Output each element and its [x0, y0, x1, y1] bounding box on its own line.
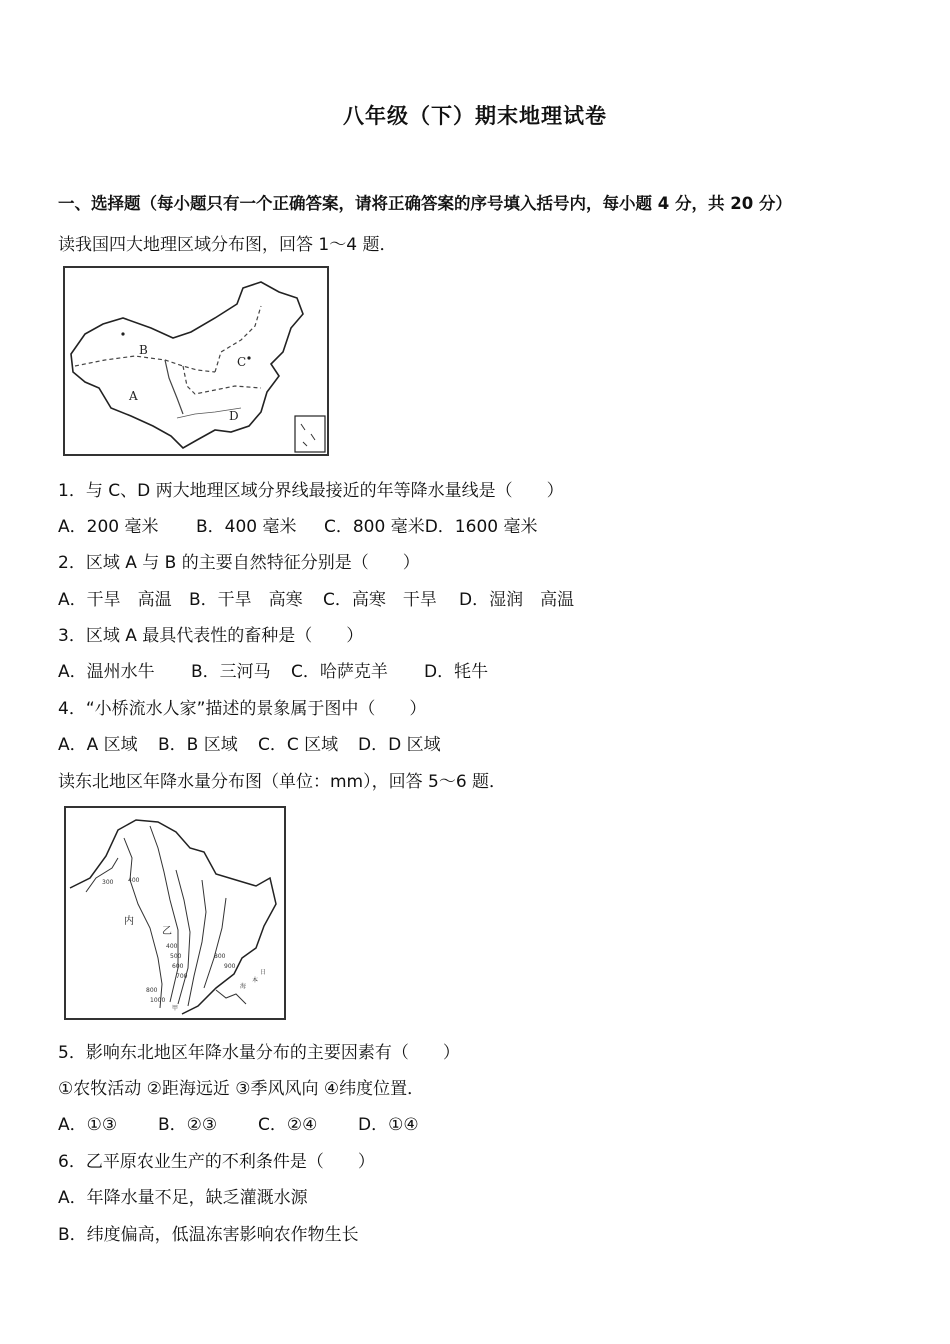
- map2-label-400a: 400: [128, 877, 140, 884]
- q4-option-a[interactable]: A．A 区域: [58, 735, 138, 755]
- q6-stem: 6．乙平原农业生产的不利条件是（ ）: [58, 1152, 375, 1172]
- map2-label-400b: 400: [166, 943, 178, 950]
- region-boundary-a: [165, 360, 183, 414]
- q3-option-a[interactable]: A．温州水牛: [58, 662, 155, 682]
- q6-option-b[interactable]: B．纬度偏高，低温冻害影响农作物生长: [58, 1225, 359, 1245]
- map2-label-300: 300: [102, 879, 114, 886]
- map2-label-700: 700: [176, 973, 188, 980]
- q1-options: [58, 512, 537, 537]
- page-title: 八年级（下）期末地理试卷: [343, 104, 607, 128]
- q3-option-d[interactable]: D．牦牛: [424, 662, 489, 682]
- q3-option-c[interactable]: C．哈萨克羊: [291, 662, 388, 682]
- map-label-a: A: [129, 389, 138, 403]
- map2-label-900: 900: [224, 963, 236, 970]
- q2-stem: 2．区域 A 与 B 的主要自然特征分别是（ ）: [58, 553, 420, 573]
- china-outline: [71, 282, 303, 448]
- q2-option-d[interactable]: D．湿润 高温: [459, 590, 575, 610]
- q5-stem: 5．影响东北地区年降水量分布的主要因素有（ ）: [58, 1043, 460, 1063]
- q1-option-a[interactable]: A．200 毫米: [58, 517, 159, 537]
- q4-option-d[interactable]: D．D 区域: [358, 735, 441, 755]
- coast: [216, 990, 246, 1004]
- q1-option-cd[interactable]: C．800 毫米D．1600 毫米: [324, 517, 538, 537]
- isohyet-300: [86, 858, 118, 892]
- q6-option-a[interactable]: A．年降水量不足，缺乏灌溉水源: [58, 1188, 308, 1208]
- map-label-b: B: [139, 343, 148, 357]
- q5-factors: ①农牧活动 ②距海远近 ③季风风向 ④纬度位置．: [58, 1079, 425, 1099]
- region-boundary-d: [183, 366, 261, 394]
- intro-q5-6: 读东北地区年降水量分布图（单位：mm），回答 5～6 题．: [58, 772, 507, 792]
- south-sea-inset: [295, 416, 325, 452]
- map2-label-jia: 甲: [172, 1005, 179, 1012]
- q1-stem: 1．与 C、D 两大地理区域分界线最接近的年等降水量线是（ ）: [58, 481, 564, 501]
- q2-option-a[interactable]: A．干旱 高温: [58, 590, 172, 610]
- northeast-precipitation-map: [64, 806, 286, 1020]
- map-label-c: C: [237, 355, 247, 369]
- q3-options: [58, 657, 488, 682]
- q3-stem: 3．区域 A 最具代表性的畜种是（ ）: [58, 626, 364, 646]
- q3-option-b[interactable]: B．三河马: [191, 662, 271, 682]
- isohyet-800: [204, 898, 226, 988]
- q5-option-c[interactable]: C．②④: [258, 1115, 318, 1135]
- china-regions-map: [63, 266, 329, 456]
- map2-label-500: 500: [170, 953, 182, 960]
- map2-label-ri: 日: [260, 969, 267, 976]
- q2-option-c[interactable]: C．高寒 干旱: [323, 590, 437, 610]
- map2-label-800b: 800: [214, 953, 226, 960]
- q5-options: [58, 1110, 419, 1135]
- q5-option-d[interactable]: D．①④: [358, 1115, 419, 1135]
- isohyet-700: [188, 880, 206, 1006]
- map2-label-hai: 海: [240, 983, 247, 990]
- q4-option-c[interactable]: C．C 区域: [258, 735, 339, 755]
- q4-stem: 4．“小桥流水人家”描述的景象属于图中（ ）: [58, 699, 427, 719]
- map2-label-600: 600: [172, 963, 184, 970]
- map-label-d: D: [229, 409, 239, 423]
- q2-options: [58, 585, 574, 610]
- q4-option-b[interactable]: B．B 区域: [158, 735, 238, 755]
- section-heading: 一、选择题（每小题只有一个正确答案，请将正确答案的序号填入括号内，每小题 4 分，共 20 分）: [58, 194, 792, 213]
- isohyet-500: [150, 826, 178, 1002]
- region-boundary-b: [75, 356, 215, 372]
- q1-option-b[interactable]: B．400 毫米: [196, 517, 297, 537]
- q2-option-b[interactable]: B．干旱 高寒: [189, 590, 303, 610]
- intro-q1-4: 读我国四大地理区域分布图，回答 1～4 题．: [58, 235, 397, 255]
- map2-label-800a: 800: [146, 987, 158, 994]
- q4-options: [58, 730, 441, 755]
- q5-option-a[interactable]: A．①③: [58, 1115, 118, 1135]
- map2-label-1000: 1000: [150, 997, 166, 1004]
- map2-label-yi: 乙: [162, 926, 172, 937]
- q5-option-b[interactable]: B．②③: [158, 1115, 218, 1135]
- map2-label-ben: 本: [252, 977, 259, 984]
- map2-label-nei: 内: [124, 916, 134, 927]
